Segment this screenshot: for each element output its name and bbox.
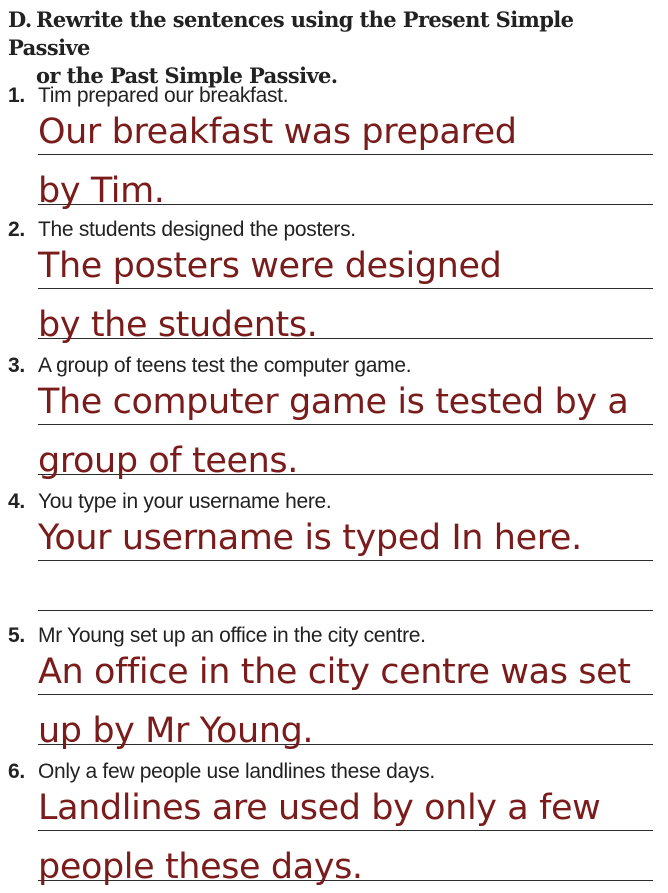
item-number: 5. bbox=[8, 624, 25, 647]
answer-line-1[interactable] bbox=[38, 238, 653, 289]
answer-text-1: Our breakfast was prepared bbox=[38, 112, 517, 152]
answer-line-2[interactable] bbox=[38, 154, 653, 211]
answer-line-1[interactable] bbox=[38, 104, 653, 155]
answer-text-2: group of teens. bbox=[38, 441, 298, 481]
answer-line-1[interactable] bbox=[38, 780, 653, 831]
answer-line-2[interactable] bbox=[38, 694, 653, 751]
answer-text-1: The posters were designed bbox=[38, 246, 502, 286]
answer-text-1: Landlines are used by only a few bbox=[38, 788, 601, 828]
answer-line-2[interactable] bbox=[38, 830, 653, 887]
item-prompt-text: Mr Young set up an office in the city centre. bbox=[38, 624, 426, 647]
item-number: 1. bbox=[8, 84, 25, 107]
item-number: 4. bbox=[8, 490, 25, 513]
item-prompt-text: The students designed the posters. bbox=[38, 218, 356, 241]
answer-text-2: up by Mr Young. bbox=[38, 711, 314, 751]
instruction-line-1 bbox=[8, 6, 658, 62]
exercise-header bbox=[8, 6, 658, 90]
answer-text-2: by Tim. bbox=[38, 171, 165, 211]
answer-line-2[interactable] bbox=[38, 424, 653, 481]
item-prompt-text: You type in your username here. bbox=[38, 490, 332, 513]
item-number: 6. bbox=[8, 760, 25, 783]
exercise-letter: D. bbox=[8, 7, 32, 32]
answer-line-2[interactable] bbox=[38, 560, 653, 611]
answer-line-1[interactable] bbox=[38, 374, 653, 425]
answer-line-2[interactable] bbox=[38, 288, 653, 345]
answer-text-1: An office in the city centre was set bbox=[38, 652, 631, 692]
instruction-text-1: Rewrite the sentences using the Present Simple Passive bbox=[8, 7, 574, 60]
item-number: 3. bbox=[8, 354, 25, 377]
item-prompt-text: A group of teens test the computer game. bbox=[38, 354, 412, 377]
item-prompt-text: Tim prepared our breakfast. bbox=[38, 84, 289, 107]
instruction-line-2: or the Past Simple Passive. bbox=[36, 63, 338, 88]
answer-text-1: Your username is typed In here. bbox=[38, 518, 582, 558]
answer-line-1[interactable] bbox=[38, 644, 653, 695]
answer-text-1: The computer game is tested by a bbox=[38, 382, 629, 422]
answer-text-2: by the students. bbox=[38, 305, 318, 345]
answer-text-2: people these days. bbox=[38, 847, 363, 887]
item-number: 2. bbox=[8, 218, 25, 241]
answer-line-1[interactable] bbox=[38, 510, 653, 561]
item-prompt-text: Only a few people use landlines these days. bbox=[38, 760, 435, 783]
